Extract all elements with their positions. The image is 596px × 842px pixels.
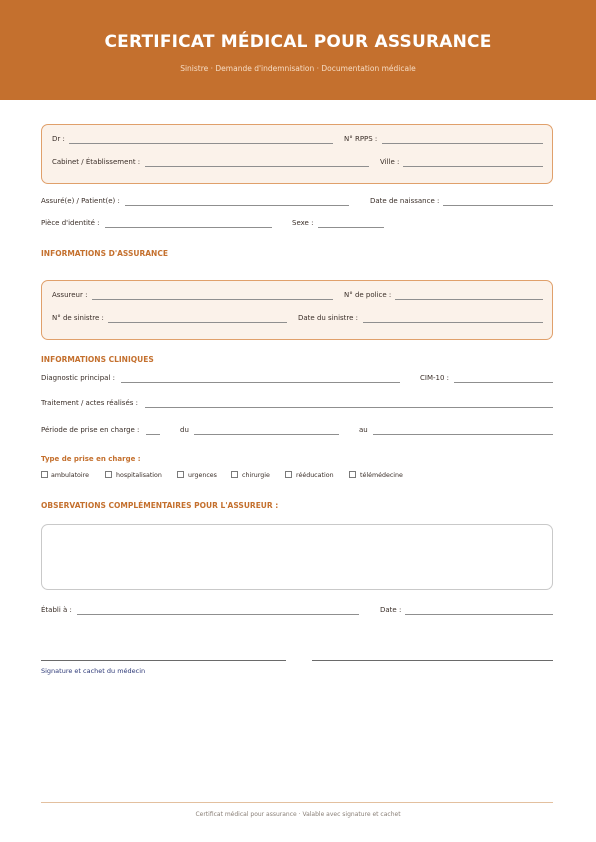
sexe-label: Sexe : xyxy=(292,219,314,227)
cim-field[interactable] xyxy=(454,382,553,383)
checkbox-urgences[interactable] xyxy=(177,471,184,478)
traitement-field[interactable] xyxy=(145,407,553,408)
etabli-label: Établi à : xyxy=(41,606,72,614)
sexe-field[interactable] xyxy=(318,227,384,228)
option-reeducation-label: rééducation xyxy=(296,472,334,479)
checkbox-hospitalisation[interactable] xyxy=(105,471,112,478)
date-label: Date : xyxy=(380,606,402,614)
date-field[interactable] xyxy=(405,614,553,615)
observations-title: OBSERVATIONS COMPLÉMENTAIRES POUR L'ASSUREUR : xyxy=(41,501,279,510)
option-hospitalisation-label: hospitalisation xyxy=(116,472,162,479)
option-urgences-label: urgences xyxy=(188,472,217,479)
insurance-info-box xyxy=(41,280,553,340)
cim-label: CIM-10 : xyxy=(420,374,450,382)
assureur-field[interactable] xyxy=(92,299,333,300)
du-field[interactable] xyxy=(194,434,339,435)
observations-textarea[interactable] xyxy=(41,524,553,590)
assure-label: Assuré(e) / Patient(e) : xyxy=(41,197,120,205)
traitement-label: Traitement / actes réalisés : xyxy=(41,399,138,407)
signature-line-left[interactable] xyxy=(41,660,286,661)
au-field[interactable] xyxy=(373,434,553,435)
option-chirurgie-label: chirurgie xyxy=(242,472,270,479)
police-field[interactable] xyxy=(395,299,543,300)
insurance-section-title: INFORMATIONS D'ASSURANCE xyxy=(41,249,168,258)
periode-label: Période de prise en charge : xyxy=(41,426,140,434)
footer-divider xyxy=(41,802,553,803)
clinical-section-title: INFORMATIONS CLINIQUES xyxy=(41,355,154,364)
ville-label: Ville : xyxy=(380,158,400,166)
dr-label: Dr : xyxy=(52,135,65,143)
rpps-field[interactable] xyxy=(382,143,543,144)
assureur-label: Assureur : xyxy=(52,291,88,299)
naissance-label: Date de naissance : xyxy=(370,197,440,205)
checkbox-chirurgie[interactable] xyxy=(231,471,238,478)
checkbox-reeducation[interactable] xyxy=(285,471,292,478)
doctor-info-box xyxy=(41,124,553,184)
au-label: au xyxy=(359,426,368,434)
ville-field[interactable] xyxy=(403,166,543,167)
cabinet-field[interactable] xyxy=(145,166,369,167)
cabinet-label: Cabinet / Établissement : xyxy=(52,158,141,166)
option-telemedecine-label: télémédecine xyxy=(360,472,403,479)
page-title: CERTIFICAT MÉDICAL POUR ASSURANCE xyxy=(104,32,492,52)
rpps-label: N° RPPS : xyxy=(344,135,378,143)
sinistre-field[interactable] xyxy=(108,322,287,323)
footer-text: Certificat médical pour assurance · Valable avec signature et cachet xyxy=(195,811,401,818)
police-label: N° de police : xyxy=(344,291,392,299)
checkbox-telemedecine[interactable] xyxy=(349,471,356,478)
piece-label: Pièce d'identité : xyxy=(41,219,100,227)
option-ambulatoire-label: ambulatoire xyxy=(51,472,89,479)
dr-field[interactable] xyxy=(69,143,333,144)
du-label: du xyxy=(180,426,189,434)
page-subtitle: Sinistre · Demande d'indemnisation · Documentation médicale xyxy=(180,64,416,73)
assure-field[interactable] xyxy=(125,205,349,206)
type-prise-title: Type de prise en charge : xyxy=(41,455,141,463)
diagnostic-field[interactable] xyxy=(121,382,400,383)
piece-field[interactable] xyxy=(105,227,272,228)
date-sinistre-label: Date du sinistre : xyxy=(298,314,359,322)
naissance-field[interactable] xyxy=(443,205,553,206)
periode-short-field[interactable] xyxy=(146,434,160,435)
date-sinistre-field[interactable] xyxy=(363,322,543,323)
sinistre-label: N° de sinistre : xyxy=(52,314,104,322)
signature-label: Signature et cachet du médecin xyxy=(41,667,146,675)
checkbox-ambulatoire[interactable] xyxy=(41,471,48,478)
signature-line-right[interactable] xyxy=(312,660,553,661)
header-banner xyxy=(0,0,596,100)
diagnostic-label: Diagnostic principal : xyxy=(41,374,115,382)
etabli-field[interactable] xyxy=(77,614,359,615)
